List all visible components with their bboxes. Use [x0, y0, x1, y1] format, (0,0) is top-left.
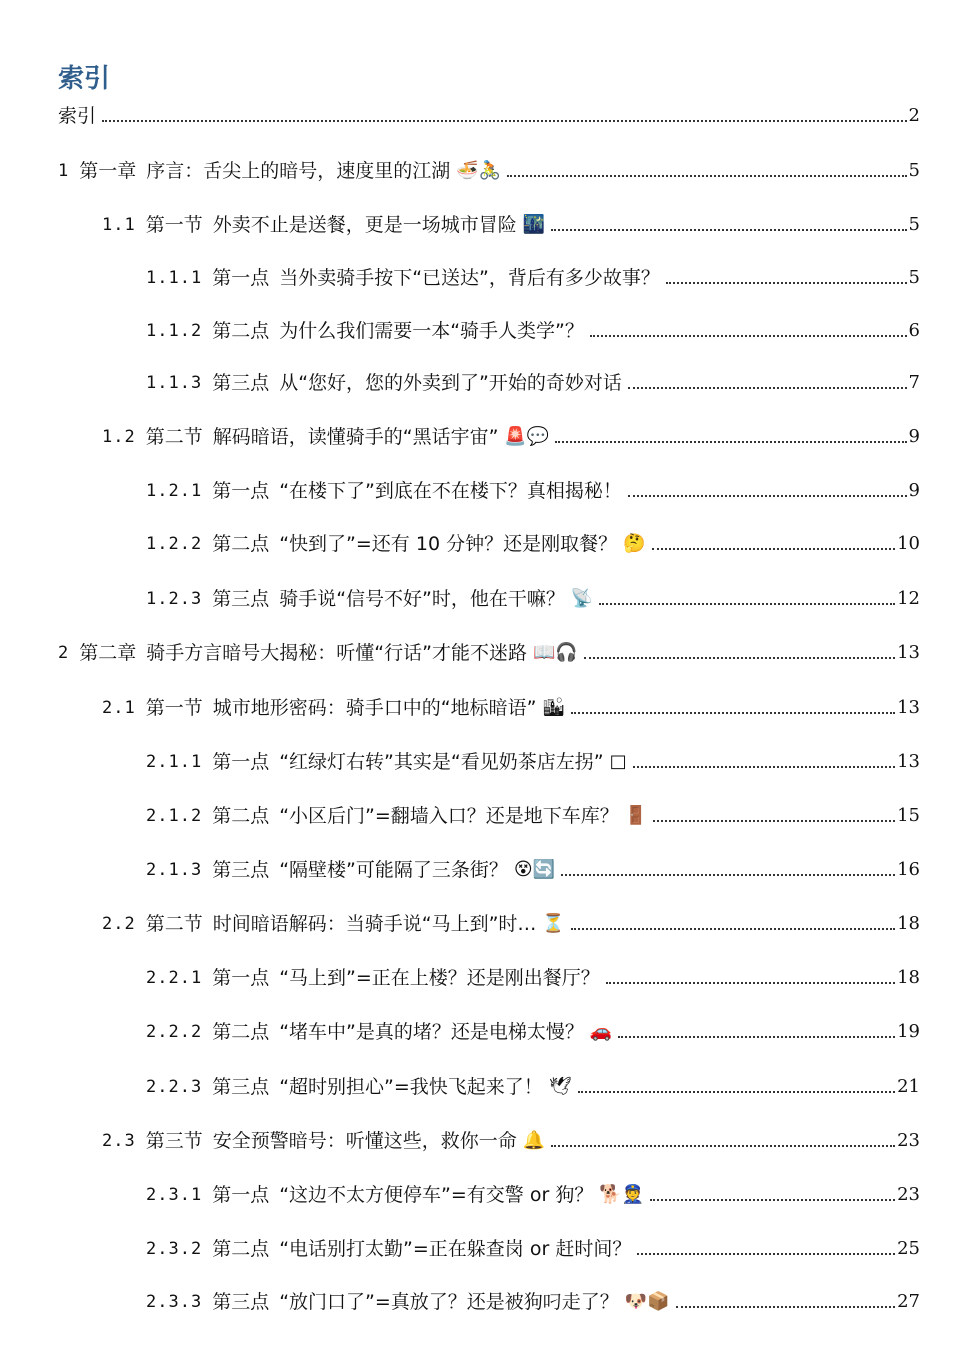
toc-entry-icons: ⏳ [542, 913, 565, 934]
toc-entry[interactable] [58, 748, 920, 774]
toc-leader-dots [628, 494, 907, 497]
toc-entry-number: 2.2.2 [146, 1022, 203, 1042]
toc-entry-page: 13 [897, 751, 920, 772]
toc-entry-page: 13 [897, 642, 920, 663]
toc-leader-dots [571, 927, 895, 930]
toc-leader-dots [507, 174, 906, 177]
toc-leader-dots [578, 1090, 895, 1093]
toc-entry[interactable] [58, 1181, 920, 1207]
toc-page [58, 60, 920, 1313]
toc-entry-page: 27 [897, 1291, 920, 1312]
toc-entry-number: 1.1.3 [146, 373, 203, 393]
toc-entry-page: 9 [908, 480, 920, 501]
toc-entry-section: 第三点 [212, 1076, 270, 1098]
toc-entry-text: “电话别打太勤”=正在躲查岗 or 赶时间？ [279, 1238, 632, 1260]
toc-entry-text: 时间暗语解码：当骑手说“马上到”时… [212, 913, 537, 935]
toc-leader-dots [599, 602, 895, 605]
toc-entry-text: “放门口了”=真放了？还是被狗叼走了？ [279, 1291, 619, 1313]
toc-leader-dots [590, 334, 907, 337]
toc-entry[interactable] [58, 157, 920, 183]
toc-entry-page: 23 [897, 1130, 920, 1151]
toc-entry-icons: □ [609, 751, 627, 772]
toc-entry-text: 骑手方言暗号大揭秘：听懂“行话”才能不迷路 [146, 642, 527, 664]
toc-entry[interactable] [58, 639, 920, 665]
toc-entry-section: 第二节 [145, 913, 203, 935]
toc-entry-icons: 🚨💬 [504, 426, 550, 447]
toc-entry-section: 第二点 [212, 320, 270, 342]
toc-leader-dots [584, 656, 895, 659]
toc-entry-number: 1.1.1 [146, 268, 203, 288]
toc-entry-icons: 📡 [570, 588, 594, 609]
toc-entry-page: 18 [897, 967, 920, 988]
toc-entry-number: 1 [58, 161, 70, 181]
toc-entry-page: 9 [908, 426, 920, 447]
toc-entry-icons: 🕊 [548, 1076, 572, 1097]
toc-entry-number: 2.3.2 [146, 1239, 203, 1259]
toc-entry-section: 第二节 [145, 426, 203, 448]
toc-leader-dots [666, 281, 907, 284]
toc-entry[interactable] [58, 102, 920, 128]
toc-entry-number: 2.1.3 [146, 860, 203, 880]
toc-leader-dots [551, 1144, 895, 1147]
toc-title: 索引 [58, 64, 111, 94]
toc-entry[interactable] [58, 423, 920, 449]
toc-entry-section: 第一节 [145, 697, 203, 719]
toc-entry-number: 2.3 [102, 1131, 136, 1151]
toc-entry-number: 1.2 [102, 427, 136, 447]
toc-entry-number: 2.2.1 [146, 968, 203, 988]
toc-entry[interactable] [58, 1235, 920, 1261]
toc-entry-text: 为什么我们需要一本“骑手人类学”？ [279, 320, 584, 342]
toc-entry-icons: 📖🎧 [532, 642, 578, 663]
toc-leader-dots [637, 1252, 895, 1255]
toc-entry-section: 第一点 [212, 1184, 270, 1206]
toc-entry-text: 从“您好，您的外卖到了”开始的奇妙对话 [279, 372, 622, 394]
toc-entry-text: “在楼下了”到底在不在楼下？真相揭秘！ [279, 480, 622, 502]
toc-entry-number: 1.2.3 [146, 589, 203, 609]
toc-entry-text: “小区后门”=翻墙入口？还是地下车库？ [279, 805, 619, 827]
toc-entry-section: 第二点 [212, 1021, 270, 1043]
toc-entry-number: 1.1 [102, 215, 136, 235]
toc-leader-dots [551, 228, 906, 231]
toc-entry[interactable] [58, 585, 920, 611]
toc-entry-section: 第一点 [212, 967, 270, 989]
toc-entry-page: 18 [897, 913, 920, 934]
toc-entry-page: 2 [908, 105, 920, 126]
toc-entry-section: 第一节 [145, 214, 203, 236]
toc-entry-number: 2.3.3 [146, 1292, 203, 1312]
toc-entry-text: 序言：舌尖上的暗号，速度里的江湖 [146, 160, 451, 182]
toc-entry-number: 2.3.1 [146, 1185, 203, 1205]
toc-entry-icons: 🔔 [522, 1130, 546, 1151]
toc-entry-text: “堵车中”是真的堵？还是电梯太慢？ [279, 1021, 584, 1043]
toc-entry-icons: 🚗 [589, 1021, 613, 1042]
toc-leader-dots [652, 547, 896, 550]
toc-entry-section: 第一点 [212, 751, 270, 773]
toc-entry-text: “红绿灯右转”其实是“看见奶茶店左拐” [279, 751, 604, 773]
toc-entry-page: 6 [908, 320, 920, 341]
toc-entry-page: 16 [897, 859, 920, 880]
toc-leader-dots [676, 1305, 895, 1308]
toc-entry[interactable] [58, 1288, 920, 1314]
toc-entry-text: “超时别担心”=我快飞起来了！ [279, 1076, 543, 1098]
toc-entry-section: 第三点 [212, 588, 270, 610]
toc-entry-section: 第一章 [79, 160, 137, 182]
toc-entry-icons: 🤔 [623, 533, 646, 554]
toc-entry[interactable] [58, 211, 920, 237]
toc-entry-page: 13 [897, 697, 920, 718]
toc-leader-dots [561, 873, 895, 876]
toc-entry-number: 2 [58, 643, 70, 663]
toc-entry-page: 10 [897, 533, 920, 554]
toc-entry-number: 2.2 [102, 914, 136, 934]
toc-entry-section: 第二点 [212, 1238, 270, 1260]
toc-entry-section: 第三点 [212, 372, 270, 394]
toc-entry-section: 第三节 [145, 1130, 203, 1152]
toc-entry[interactable] [58, 694, 920, 720]
toc-entry-page: 25 [897, 1238, 920, 1259]
toc-leader-dots [102, 119, 907, 122]
toc-entry-text: 解码暗语，读懂骑手的“黑话宇宙” [212, 426, 499, 448]
toc-entry-icons: 🏙 [542, 697, 566, 718]
toc-leader-dots [606, 981, 895, 984]
toc-entry-text: “快到了”=还有 10 分钟？还是刚取餐？ [279, 533, 618, 555]
toc-entry-icons: 🌃 [522, 214, 546, 235]
toc-entry-text: 外卖不止是送餐，更是一场城市冒险 [212, 214, 517, 236]
toc-entry-text: 当外卖骑手按下“已送达”，背后有多少故事？ [279, 267, 660, 289]
toc-entry-text: “这边不太方便停车”=有交警 or 狗？ [279, 1184, 594, 1206]
toc-entry-text: 城市地形密码：骑手口中的“地标暗语” [212, 697, 537, 719]
toc-entry-section: 第二点 [212, 805, 270, 827]
toc-entry-number: 1.1.2 [146, 321, 203, 341]
toc-entry-page: 5 [908, 267, 920, 288]
toc-entry[interactable] [58, 802, 920, 828]
toc-entry-number: 2.1.2 [146, 806, 203, 826]
toc-entry-page: 21 [897, 1076, 920, 1097]
toc-leader-dots [628, 386, 907, 389]
toc-entry-icons: 🐶📦 [624, 1291, 670, 1312]
toc-leader-dots [653, 819, 895, 822]
toc-entry-number: 2.2.3 [146, 1077, 203, 1097]
toc-entry-text: “隔壁楼”可能隔了三条街？ [279, 859, 508, 881]
toc-leader-dots [571, 711, 895, 714]
toc-entry-icons: 😵🔄 [513, 859, 556, 880]
toc-entry-text: “马上到”=正在上楼？还是刚出餐厅？ [279, 967, 600, 989]
toc-entry-section: 第三点 [212, 859, 270, 881]
toc-entry-text: 骑手说“信号不好”时，他在干嘛？ [279, 588, 565, 610]
toc-entry[interactable] [58, 477, 920, 503]
toc-entry[interactable] [58, 1073, 920, 1099]
toc-entry-icons: 🐕👮 [599, 1184, 645, 1205]
toc-entry-page: 12 [897, 588, 920, 609]
toc-entry-number: 1.2.2 [146, 534, 203, 554]
toc-entry[interactable] [58, 964, 920, 990]
toc-entry-icons: 🍜🚴 [456, 160, 502, 181]
toc-entry-section: 第三点 [212, 1291, 270, 1313]
toc-entry[interactable] [58, 317, 920, 343]
toc-entry-text: 安全预警暗号：听懂这些，救你一命 [212, 1130, 517, 1152]
toc-entry[interactable] [58, 1018, 920, 1044]
toc-entry-number: 2.1.1 [146, 752, 203, 772]
toc-entry-section: 第二章 [79, 642, 137, 664]
toc-entry-page: 23 [897, 1184, 920, 1205]
toc-leader-dots [650, 1198, 895, 1201]
toc-entry[interactable] [58, 910, 920, 936]
toc-entry-page: 5 [908, 214, 920, 235]
toc-entry-section: 第一点 [212, 480, 270, 502]
toc-leader-dots [633, 765, 896, 768]
toc-leader-dots [618, 1035, 895, 1038]
toc-entry-number: 1.2.1 [146, 481, 203, 501]
toc-entry[interactable] [58, 369, 920, 395]
toc-leader-dots [555, 440, 906, 443]
toc-entry-page: 15 [897, 805, 920, 826]
toc-entry[interactable] [58, 530, 920, 556]
toc-entry-page: 19 [897, 1021, 920, 1042]
toc-entry-section: 第二点 [212, 533, 270, 555]
toc-entry-page: 5 [908, 160, 920, 181]
toc-entry-page: 7 [908, 372, 920, 393]
toc-entry-icons: 🚪 [624, 805, 648, 826]
toc-entry[interactable] [58, 1127, 920, 1153]
toc-entry-text: 索引 [58, 105, 97, 127]
toc-entry-section: 第一点 [212, 267, 270, 289]
toc-entry[interactable] [58, 856, 920, 882]
toc-entry[interactable] [58, 264, 920, 290]
toc-entry-number: 2.1 [102, 698, 136, 718]
